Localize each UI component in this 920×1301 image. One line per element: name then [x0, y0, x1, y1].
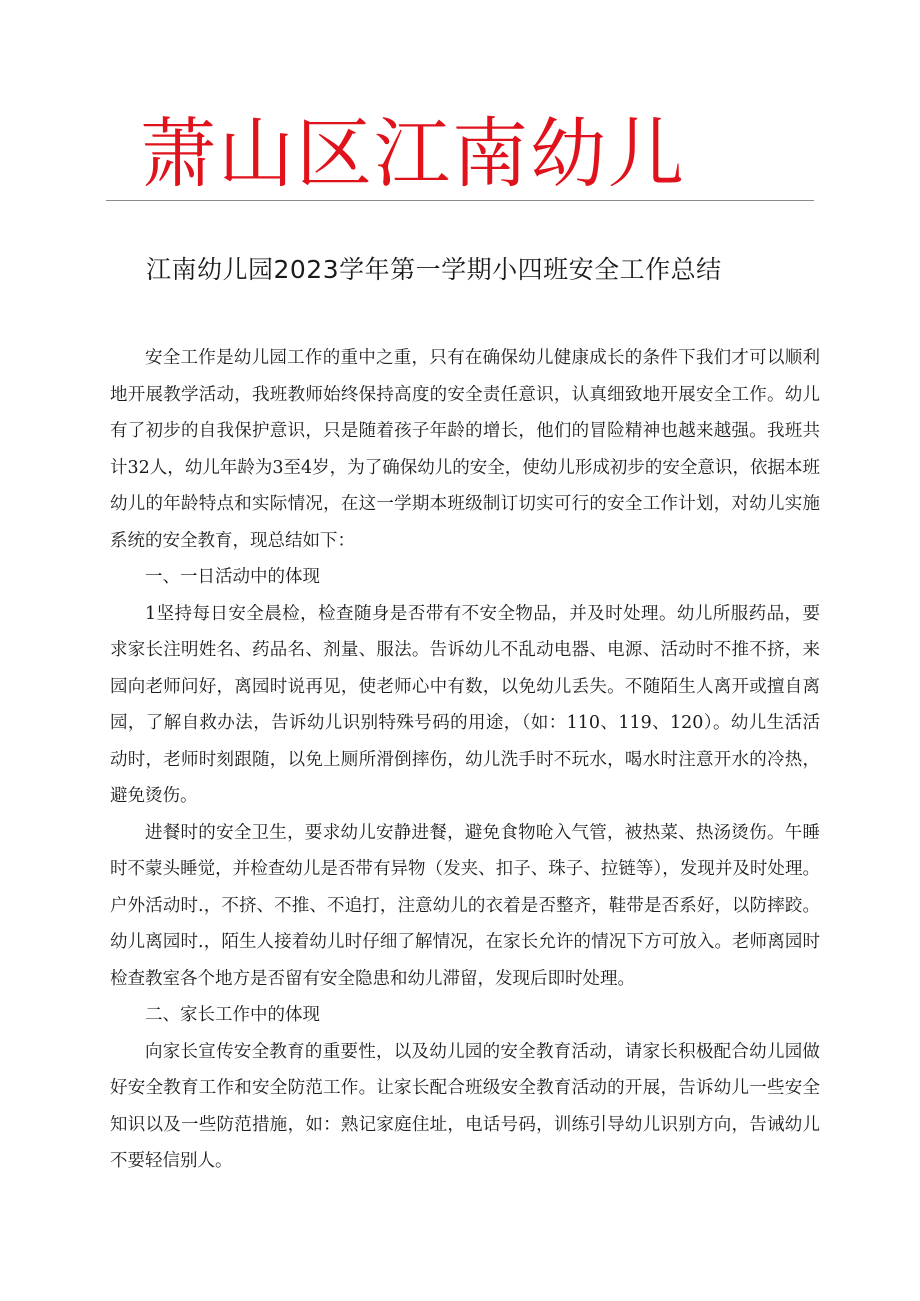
paragraph-meals-nap-outdoor: 进餐时的安全卫生，要求幼儿安静进餐，避免食物呛入气管，被热菜、热汤烫伤。午睡时不蒙头睡觉，并检查幼儿是否带有异物（发夹、扣子、珠子、拉链等），发现并及时处理。户外活动时.，不挤、不推、不追打，注意幼儿的衣着是否整齐，鞋带是否系好，以防摔跤。幼儿离园时.，陌生人接着幼儿时仔细了解情况，在家长允许的情况下方可放入。老师离园时检查教室各个地方是否留有安全隐患和幼儿滞留，发现后即时处理。	[110, 822, 820, 989]
header-org-name: 萧山区江南幼儿	[140, 109, 686, 198]
document-title: 江南幼儿园2023学年第一学期小四班安全工作总结	[146, 255, 722, 284]
document-body	[110, 340, 820, 1180]
section-heading-daily-activities: 一、一日活动中的体现	[145, 567, 320, 587]
header-divider	[106, 200, 814, 201]
paragraph-morning-check: 1坚持每日安全晨检，检查随身是否带有不安全物品，并及时处理。幼儿所服药品，要求家长注明姓名、药品名、剂量、服法。告诉幼儿不乱动电器、电源、活动时不推不挤，来园向老师问好，离园时说再见，使老师心中有数，以免幼儿丢失。不随陌生人离开或擅自离园，了解自救办法，告诉幼儿识别特殊号码的用途，（如：110、119、120）。幼儿生活活动时，老师时刻跟随，以免上厕所滑倒摔伤，幼儿洗手时不玩水，喝水时注意开水的冷热，避免烫伤。	[110, 603, 820, 806]
paragraph-parent-cooperation: 向家长宣传安全教育的重要性，以及幼儿园的安全教育活动，请家长积极配合幼儿园做好安全教育工作和安全防范工作。让家长配合班级安全教育活动的开展，告诉幼儿一些安全知识以及一些防范措施，如：熟记家庭住址，电话号码，训练引导幼儿识别方向，告诫幼儿不要轻信别人。	[110, 1041, 820, 1171]
section-heading-parent-work: 二、家长工作中的体现	[145, 1005, 320, 1025]
paragraph-intro: 安全工作是幼儿园工作的重中之重，只有在确保幼儿健康成长的条件下我们才可以顺利地开展教学活动，我班教师始终保持高度的安全责任意识，认真细致地开展安全工作。幼儿有了初步的自我保护意识，只是随着孩子年龄的增长，他们的冒险精神也越来越强。我班共计32人，幼儿年龄为3至4岁，为了确保幼儿的安全，使幼儿形成初步的安全意识，依据本班幼儿的年龄特点和实际情况，在这一学期本班级制订切实可行的安全工作计划，对幼儿实施系统的安全教育，现总结如下：	[110, 348, 820, 551]
